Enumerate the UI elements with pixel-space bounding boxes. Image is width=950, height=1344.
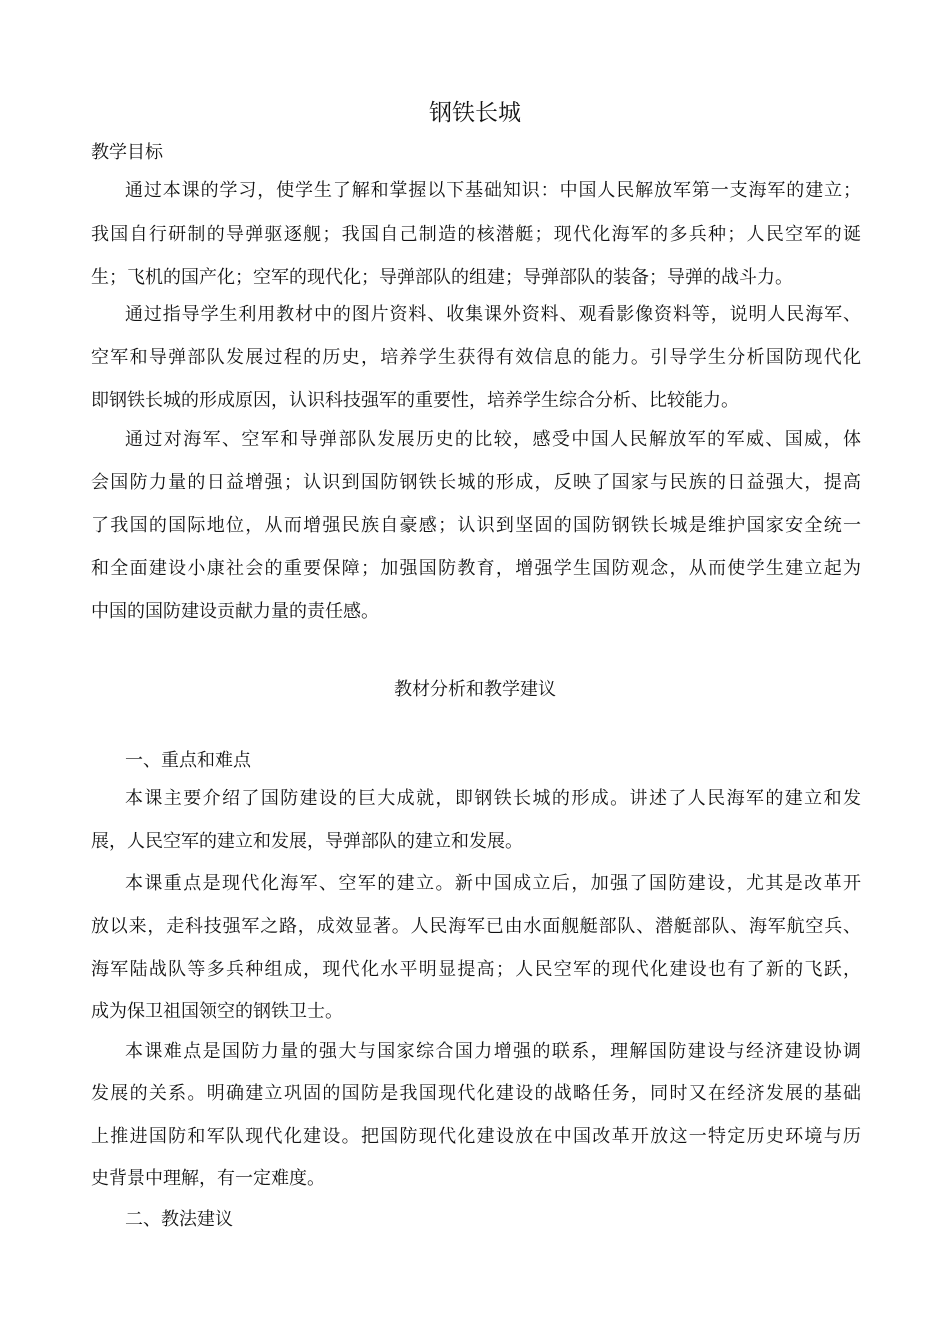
paragraph-line: 和全面建设小康社会的重要保障；加强国防教育，增强学生国防观念，从而使学生建立起为 [91, 558, 861, 579]
paragraph-line: 我国自行研制的导弹驱逐舰；我国自己制造的核潜艇；现代化海军的多兵种；人民空军的诞 [91, 224, 861, 245]
section-title: 教材分析和教学建议 [394, 679, 556, 700]
paragraph-line: 本课重点是现代化海军、空军的建立。新中国成立后，加强了国防建设，尤其是改革开 [125, 873, 861, 894]
paragraph-line: 成为保卫祖国领空的钢铁卫士。 [91, 1001, 343, 1022]
paragraph-line: 放以来，走科技强军之路，成效显著。人民海军已由水面舰艇部队、潜艇部队、海军航空兵、 [91, 916, 861, 937]
paragraph-line: 了我国的国际地位，从而增强民族自豪感；认识到坚固的国防钢铁长城是维护国家安全统一 [91, 515, 861, 536]
paragraph-line: 本课难点是国防力量的强大与国家综合国力增强的联系，理解国防建设与经济建设协调 [125, 1041, 861, 1062]
document-title: 钢铁长城 [429, 100, 521, 126]
paragraph-line: 上推进国防和军队现代化建设。把国防现代化建设放在中国改革开放这一特定历史环境与历 [91, 1126, 861, 1147]
paragraph-line: 通过指导学生利用教材中的图片资料、收集课外资料、观看影像资料等，说明人民海军、 [125, 304, 861, 325]
paragraph-line: 通过本课的学习，使学生了解和掌握以下基础知识：中国人民解放军第一支海军的建立； [125, 180, 861, 201]
paragraph-line: 展，人民空军的建立和发展，导弹部队的建立和发展。 [91, 831, 523, 852]
paragraph-line: 生；飞机的国产化；空军的现代化；导弹部队的组建；导弹部队的装备；导弹的战斗力。 [91, 267, 793, 288]
subsection-heading: 一、重点和难点 [125, 750, 251, 771]
paragraph-line: 史背景中理解，有一定难度。 [91, 1168, 325, 1189]
paragraph-line: 空军和导弹部队发展过程的历史，培养学生获得有效信息的能力。引导学生分析国防现代化 [91, 347, 861, 368]
paragraph-line: 发展的关系。明确建立巩固的国防是我国现代化建设的战略任务，同时又在经济发展的基础 [91, 1083, 861, 1104]
paragraph-line: 即钢铁长城的形成原因，认识科技强军的重要性，培养学生综合分析、比较能力。 [91, 390, 739, 411]
paragraph-line: 本课主要介绍了国防建设的巨大成就，即钢铁长城的形成。讲述了人民海军的建立和发 [125, 788, 861, 809]
paragraph-line: 通过对海军、空军和导弹部队发展历史的比较，感受中国人民解放军的军威、国威，体 [125, 429, 861, 450]
subsection-heading: 二、教法建议 [125, 1209, 233, 1230]
paragraph-line: 海军陆战队等多兵种组成，现代化水平明显提高；人民空军的现代化建设也有了新的飞跃， [91, 959, 861, 980]
objectives-label: 教学目标 [91, 142, 163, 163]
paragraph-line: 会国防力量的日益增强；认识到国防钢铁长城的形成，反映了国家与民族的日益强大，提高 [91, 472, 861, 493]
paragraph-line: 中国的国防建设贡献力量的责任感。 [91, 601, 379, 622]
